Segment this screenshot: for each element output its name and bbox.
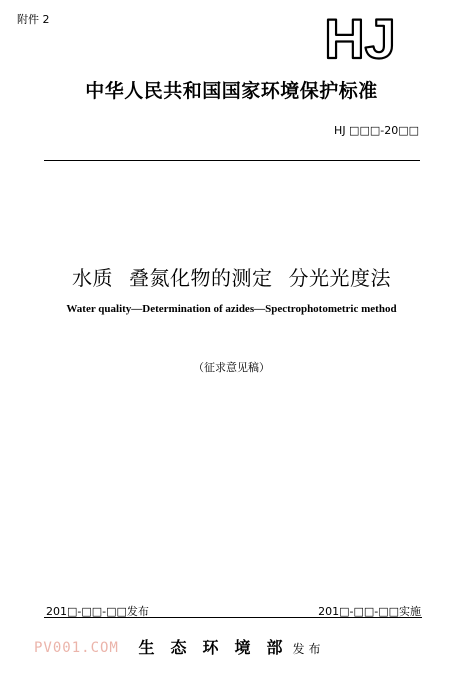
draft-note: （征求意见稿） <box>193 361 270 374</box>
title-cn-part1: 水质 <box>72 266 113 290</box>
issue-date: 201□-□□-□□发布 <box>46 605 149 618</box>
organization-title: 中华人民共和国国家环境保护标准 <box>85 80 378 102</box>
standard-number: HJ □□□-20□□ <box>334 124 419 137</box>
hj-logo <box>305 12 415 62</box>
bottom-divider <box>44 617 422 618</box>
attachment-label: 附件 2 <box>17 13 50 26</box>
standard-title-en: Water quality—Determination of azides—Spectrophotometric method <box>66 303 397 315</box>
title-cn-part3: 分光光度法 <box>288 266 391 290</box>
issuer-name: 生态环境部 <box>138 638 299 657</box>
standard-title-cn <box>0 262 463 291</box>
top-divider <box>44 160 420 161</box>
issuer-suffix: 发布 <box>292 642 325 656</box>
implementation-date: 201□-□□-□□实施 <box>318 605 421 618</box>
title-cn-part2: 叠氮化物的测定 <box>129 266 273 290</box>
hj-logo-text: HJ <box>324 12 396 62</box>
watermark: PV001.COM <box>34 640 119 656</box>
